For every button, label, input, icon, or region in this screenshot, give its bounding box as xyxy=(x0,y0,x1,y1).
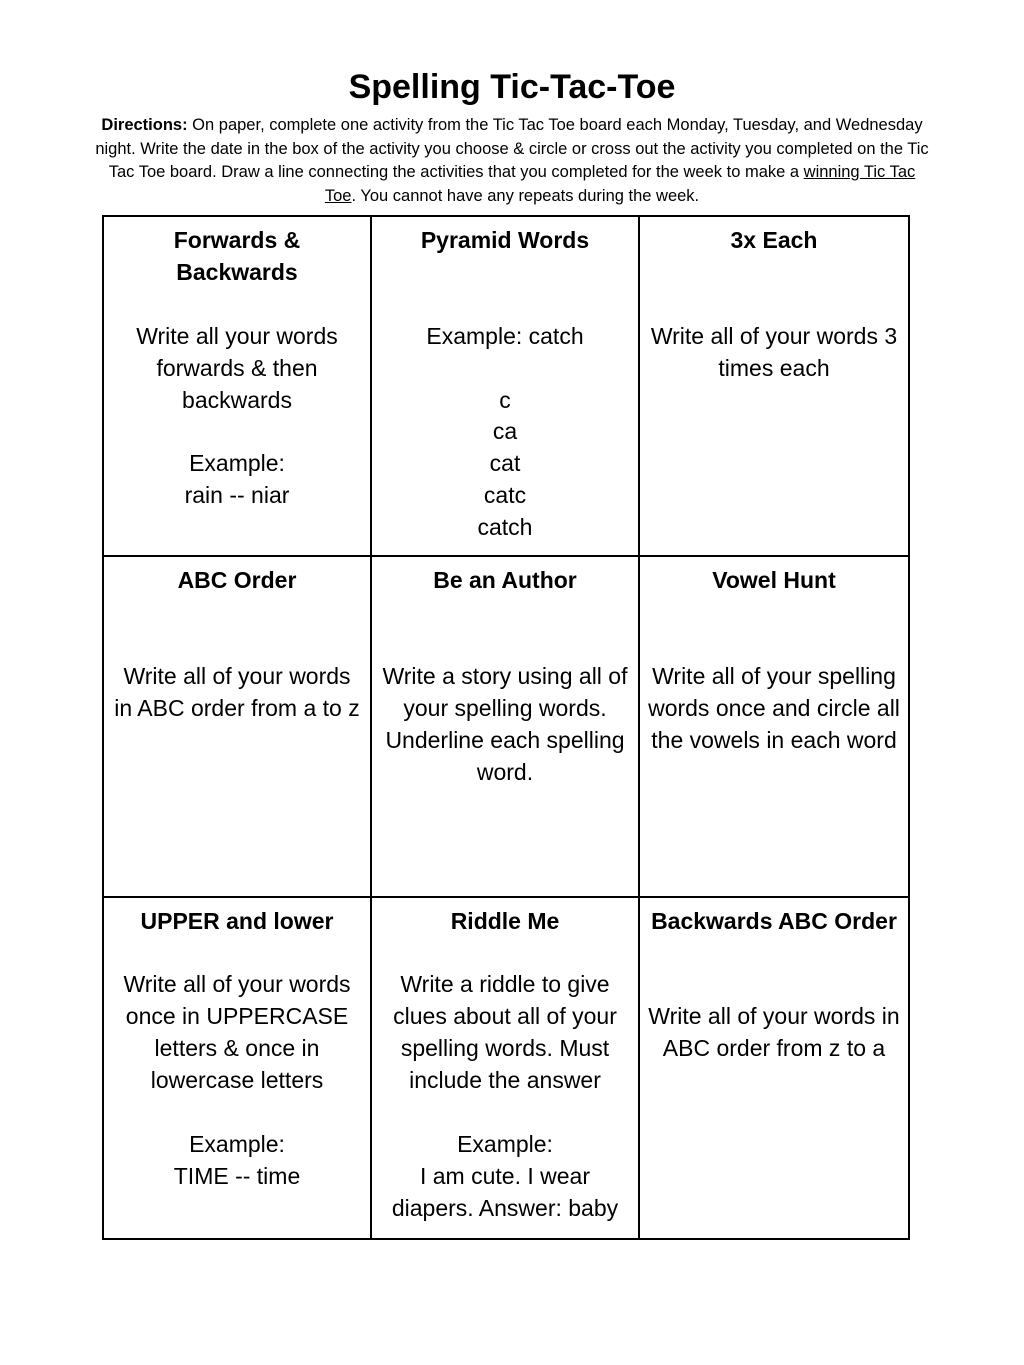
cell-title: Vowel Hunt xyxy=(712,567,836,594)
cell-title: UPPER and lower xyxy=(140,907,334,934)
tic-tac-toe-board xyxy=(102,215,910,1240)
cell-title: Riddle Me xyxy=(450,907,560,934)
cell-title: ABC Order xyxy=(177,567,297,594)
page-title: Spelling Tic-Tac-Toe xyxy=(348,68,676,106)
cell-title: Forwards & Backwards xyxy=(173,227,301,285)
cell-abc-order xyxy=(104,557,372,897)
cell-pyramid-words xyxy=(372,217,640,557)
directions-label: Directions: xyxy=(101,116,188,134)
cell-body: Write all of your spelling words once and circle all the vowels in each word xyxy=(648,663,900,753)
directions-paragraph xyxy=(92,114,932,208)
cell-3x-each xyxy=(640,217,908,557)
cell-body: Write a story using all of your spelling words. Underline each spelling word. xyxy=(382,663,628,785)
cell-backwards-abc-order xyxy=(640,898,908,1238)
directions-underlined-text: winning Tic Tac Toe xyxy=(324,163,916,205)
directions-text: On paper, complete one activity from the Tic Tac Toe board each Monday, Tuesday, and Wednesday night. Write the date in the box of the activity you choose & circle or cross out the activity you completed on the Tic Tac Toe board. Draw a line connecting the activities that you completed for the week to make a xyxy=(95,116,929,182)
cell-be-an-author xyxy=(372,557,640,897)
cell-body: Write all your words forwards & then backwards Example: rain -- niar xyxy=(136,322,338,509)
cell-title: Be an Author xyxy=(433,567,577,594)
directions-text-end: . You cannot have any repeats during the week. xyxy=(351,186,700,205)
cell-body: Write all of your words once in UPPERCASE letters & once in lowercase letters Example: TIME -- time xyxy=(123,971,351,1189)
cell-upper-and-lower xyxy=(104,898,372,1238)
cell-title: 3x Each xyxy=(730,227,818,253)
cell-body: Write all of your words 3 times each xyxy=(650,322,898,381)
cell-forwards-backwards xyxy=(104,217,372,557)
cell-body: Example: catch c ca cat catc catch xyxy=(426,322,584,541)
cell-title: Pyramid Words xyxy=(420,227,590,253)
cell-vowel-hunt xyxy=(640,557,908,897)
cell-title: Backwards ABC Order xyxy=(651,907,897,934)
cell-body: Write all of your words in ABC order from z to a xyxy=(648,1003,900,1062)
cell-body: Write a riddle to give clues about all of your spelling words. Must include the answer Example: I am cute. I wear diapers. Answer: baby xyxy=(391,971,619,1221)
cell-riddle-me xyxy=(372,898,640,1238)
cell-body: Write all of your words in ABC order from a to z xyxy=(114,663,360,721)
